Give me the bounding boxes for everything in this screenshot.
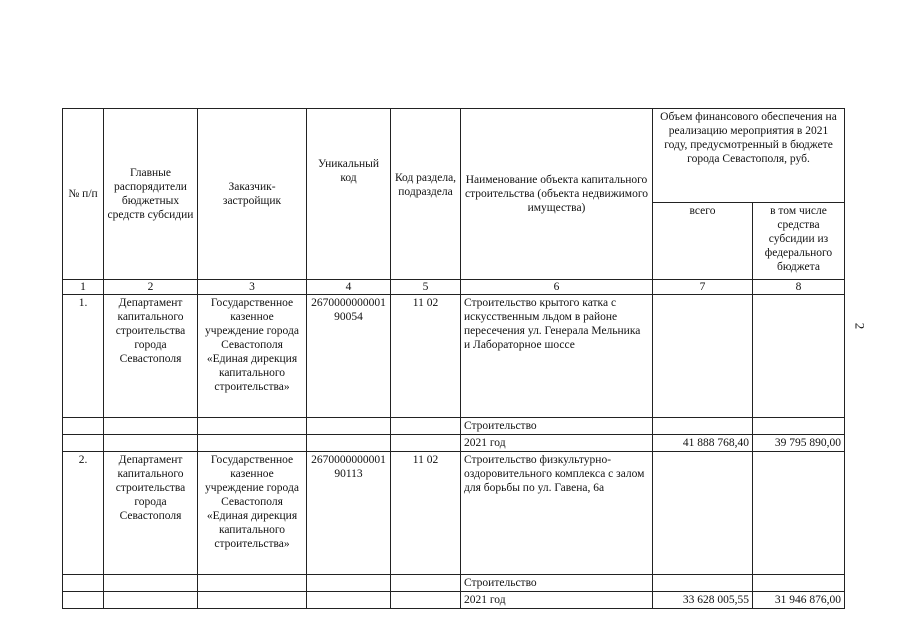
row-distributor: Департамент капитального строительства города Севастополя bbox=[104, 295, 198, 418]
row-federal-amount: 39 795 890,00 bbox=[753, 435, 845, 452]
column-number: 3 bbox=[198, 280, 307, 295]
column-number: 1 bbox=[63, 280, 104, 295]
header-col-code: Уникальный код bbox=[307, 109, 391, 280]
header-col-distributor: Главные распорядители бюджетных средств субсидии bbox=[104, 109, 198, 280]
header-col-customer: Заказчик- застройщик bbox=[198, 109, 307, 280]
header-col-funding-group: Объем финансового обеспечения на реализацию мероприятия в 2021 году, предусмотренный в бюджете города Севастополя, руб. bbox=[653, 109, 845, 203]
column-number: 8 bbox=[753, 280, 845, 295]
column-number: 2 bbox=[104, 280, 198, 295]
row-object-name: Строительство крытого катка с искусственным льдом в районе пересечения ул. Генерала Мельника и Лабораторное шоссе bbox=[461, 295, 653, 418]
row-object-name: Строительство физкультурно-оздоровительного комплекса с залом для борьбы по ул. Гавена, 6а bbox=[461, 452, 653, 575]
table-subrow-year bbox=[63, 435, 845, 452]
row-section: 11 02 bbox=[391, 452, 461, 575]
row-year-label: 2021 год bbox=[461, 592, 653, 609]
row-distributor: Департамент капитального строительства города Севастополя bbox=[104, 452, 198, 575]
row-total-amount: 33 628 005,55 bbox=[653, 592, 753, 609]
header-col-num: № п/п bbox=[63, 109, 104, 280]
row-total-empty bbox=[653, 452, 753, 575]
row-number: 1. bbox=[63, 295, 104, 418]
header-col-federal: в том числе средства субсидии из федерального бюджета bbox=[753, 202, 845, 279]
table-subrow-year bbox=[63, 592, 845, 609]
column-number: 7 bbox=[653, 280, 753, 295]
row-type-label: Строительство bbox=[461, 575, 653, 592]
table-subrow-type bbox=[63, 418, 845, 435]
column-number-row bbox=[63, 280, 845, 295]
header-col-object: Наименование объекта капитального строительства (объекта недвижимого имущества) bbox=[461, 109, 653, 280]
row-federal-empty bbox=[753, 295, 845, 418]
row-section: 11 02 bbox=[391, 295, 461, 418]
row-federal-amount: 31 946 876,00 bbox=[753, 592, 845, 609]
row-number: 2. bbox=[63, 452, 104, 575]
row-customer: Государственное казенное учреждение города Севастополя «Единая дирекция капитального строительства» bbox=[198, 295, 307, 418]
header-row bbox=[63, 109, 845, 203]
row-code: 267000000000190054 bbox=[307, 295, 391, 418]
row-customer: Государственное казенное учреждение города Севастополя «Единая дирекция капитального строительства» bbox=[198, 452, 307, 575]
page-number: 2 bbox=[852, 322, 868, 330]
table-row bbox=[63, 452, 845, 575]
row-federal-empty bbox=[753, 452, 845, 575]
table-row bbox=[63, 295, 845, 418]
table-subrow-type bbox=[63, 575, 845, 592]
header-col-total: всего bbox=[653, 202, 753, 279]
column-number: 5 bbox=[391, 280, 461, 295]
row-total-amount: 41 888 768,40 bbox=[653, 435, 753, 452]
column-number: 6 bbox=[461, 280, 653, 295]
column-number: 4 bbox=[307, 280, 391, 295]
row-type-label: Строительство bbox=[461, 418, 653, 435]
header-col-section: Код раздела, подраздела bbox=[391, 109, 461, 280]
row-code: 267000000000190113 bbox=[307, 452, 391, 575]
row-year-label: 2021 год bbox=[461, 435, 653, 452]
capital-construction-table bbox=[62, 108, 845, 609]
row-total-empty bbox=[653, 295, 753, 418]
